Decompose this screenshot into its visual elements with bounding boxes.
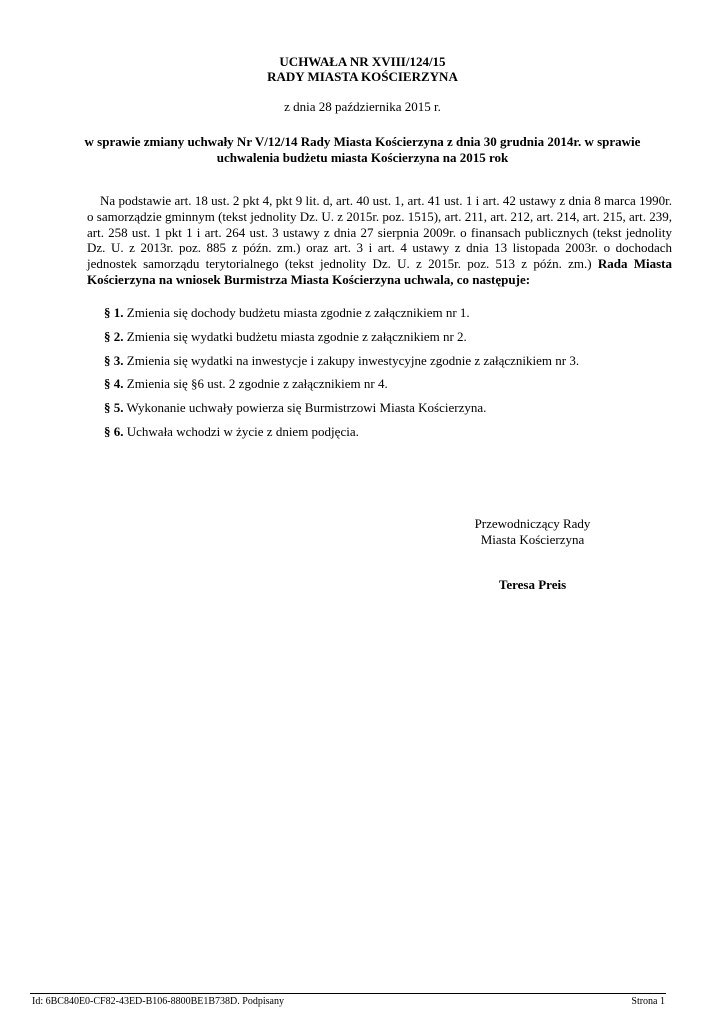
council-name: RADY MIASTA KOŚCIERZYNA bbox=[267, 69, 458, 84]
paragraph-text: Zmienia się wydatki budżetu miasta zgodnie z załącznikiem nr 2. bbox=[126, 329, 467, 344]
paragraph-2 bbox=[104, 329, 467, 345]
paragraph-text: Zmienia się dochody budżetu miasta zgodnie z załącznikiem nr 1. bbox=[126, 305, 470, 320]
paragraph-4 bbox=[104, 376, 388, 392]
paragraph-text: Wykonanie uchwały powierza się Burmistrzowi Miasta Kościerzyna. bbox=[126, 400, 487, 415]
paragraph-1 bbox=[104, 305, 470, 321]
paragraph-text: Zmienia się wydatki na inwestycje i zakupy inwestycyjne zgodnie z załącznikiem nr 3. bbox=[126, 353, 580, 368]
signatory-role-line1: Przewodniczący Rady bbox=[474, 516, 591, 531]
paragraph-6 bbox=[104, 424, 359, 440]
document-id: Id: 6BC840E0-CF82-43ED-B106-8800BE1B738D. Podpisany bbox=[32, 996, 284, 1007]
paragraph-text: Uchwała wchodzi w życie z dniem podjęcia. bbox=[126, 424, 359, 439]
paragraph-text: Zmienia się §6 ust. 2 zgodnie z załącznikiem nr 4. bbox=[126, 376, 388, 391]
signatory-role-line2: Miasta Kościerzyna bbox=[480, 532, 585, 547]
preamble-text: Na podstawie art. 18 ust. 2 pkt 4, pkt 9 lit. d, art. 40 ust. 1, art. 41 ust. 1 i art. 42 ustawy z dnia 8 marca 1990r. o samorządzie gminnym (tekst jednolity Dz. U. z 2015r. poz. 1515), art. 211, art. 212, art. 214, art. 215, art. 239, art. 258 ust. 1 pkt 1 i art. 264 ust. 3 ustawy z dnia 27 sierpnia 2009r. o finansach publicznych (tekst jednolity Dz. U. z 2013r. poz. 885 z późn. zm.) oraz art. 3 i art. 4 ustawy z dnia 13 listopada 2003r. o dochodach jednostek samorządu terytorialnego (tekst jednolity Dz. U. z 2015r. poz. 513 z późn. zm.) bbox=[87, 193, 672, 272]
paragraph-number: § 1. bbox=[104, 305, 124, 320]
paragraph-5 bbox=[104, 400, 486, 416]
resolution-number: UCHWAŁA NR XVIII/124/15 bbox=[279, 54, 446, 69]
resolution-subject: w sprawie zmiany uchwały Nr V/12/14 Rady Miasta Kościerzyna z dnia 30 grudnia 2014r. w sprawie uchwalenia budżetu miasta Kościerzyna na 2015 rok bbox=[84, 134, 641, 165]
paragraph-number: § 4. bbox=[104, 376, 124, 391]
paragraph-number: § 3. bbox=[104, 353, 124, 368]
signatory-name: Teresa Preis bbox=[498, 577, 567, 592]
footer-divider bbox=[30, 993, 666, 994]
legal-basis-preamble bbox=[87, 193, 672, 288]
page-number: Strona 1 bbox=[631, 996, 665, 1007]
paragraph-number: § 6. bbox=[104, 424, 124, 439]
paragraph-3 bbox=[104, 353, 579, 369]
preamble-enacting-clause: Rada Miasta Kościerzyna na wniosek Burmistrza Miasta Kościerzyna uchwala, co następuje: bbox=[87, 256, 673, 287]
resolution-date: z dnia 28 października 2015 r. bbox=[284, 99, 441, 114]
paragraph-number: § 2. bbox=[104, 329, 124, 344]
paragraph-number: § 5. bbox=[104, 400, 124, 415]
